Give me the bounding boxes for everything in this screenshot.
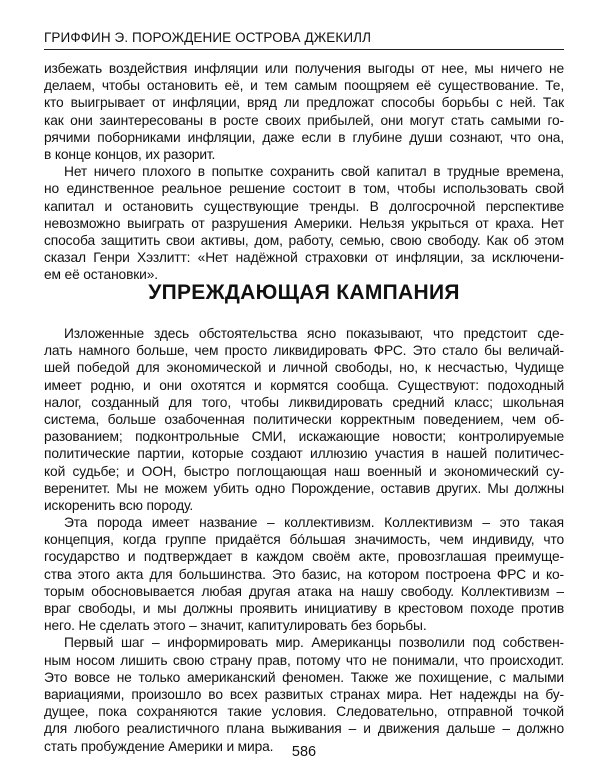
text-line: Первый шаг – информировать мир. Американцы позволили под собствен-: [64, 635, 564, 651]
text-line: шей победой для экономической и личной свободы, но, к несчастью, Чудище: [44, 360, 564, 376]
text-line: имеет родню, и они охотятся и кормятся сообща. Существуют: подоходный: [44, 377, 564, 393]
text-line: ства этого акта для большинства. Это базис, на котором построена ФРС и ко-: [44, 566, 564, 582]
text-line: способа защитить свои активы, дом, работу, семью, свою свободу. Как об этом: [44, 232, 564, 248]
body-text-bottom: [44, 325, 564, 755]
header-rule: [44, 49, 564, 50]
text-line: государство и подтверждает в каждом своём акте, провозглашая преимуще-: [44, 549, 564, 565]
text-line: избежать воздействия инфляции или получения выгоды от нее, мы ничего не: [44, 61, 564, 76]
text-line: разованием; подконтрольные СМИ, искажающие новости; контролируемые: [44, 429, 564, 445]
text-line: система, больше озабоченная политически корректным поведением, чем об-: [44, 411, 564, 427]
text-line: торым обосновывается любая другая атака на нашу свободу. Коллективизм –: [44, 583, 564, 599]
text-line: веренитет. Мы не можем убить одно Порождение, оставив других. Мы должны: [44, 480, 564, 496]
text-line: лать намного больше, чем просто ликвидировать ФРС. Это стало бы величай-: [44, 343, 564, 359]
text-line: враг свободы, и мы должны проявить инициативу в крестовом походе против: [44, 601, 564, 616]
section-heading: УПРЕЖДАЮЩАЯ КАМПАНИЯ: [148, 281, 460, 304]
text-line: ем её остановки».: [44, 267, 158, 283]
text-line: политические партии, которые создают иллюзию участия в нашей политичес-: [44, 446, 564, 462]
text-line: ным носом лишить свою страну прав, потому что не понимали, что происходит.: [44, 652, 564, 668]
text-line: как они заинтересованы в росте своих прибылей, они могут стать самыми го-: [44, 112, 564, 128]
page-number: 586: [291, 744, 317, 760]
text-line: него. Не сделать этого – значит, капитулировать без борьбы.: [44, 618, 427, 634]
text-line: стать пробуждение Америки и мира.: [44, 738, 274, 754]
text-line: в конце концов, их разорит.: [44, 146, 216, 162]
text-line: Это вовсе не только американский феномен. Также же похищение, с малыми: [44, 669, 564, 685]
text-line: Эта порода имеет название – коллективизм. Коллективизм – это такая: [64, 515, 564, 531]
body-text-top: [44, 60, 564, 283]
text-line: налог, созданный для того, чтобы ликвидировать средний класс; школьная: [44, 394, 564, 410]
text-line: делаем, чтобы остановить её, и тем самым поощряем её существование. Те,: [44, 78, 564, 94]
text-line: кто выигрывает от инфляции, вряд ли предложат способы борьбы с ней. Так: [44, 95, 564, 111]
text-line: искоренить всю породу.: [44, 497, 194, 513]
text-line: концепция, когда группе придаётся бóльшая значимость, чем индивиду, что: [44, 532, 564, 548]
text-line: для любого реалистичного плана выживания – и движения дальше – должно: [44, 721, 564, 737]
text-line: сказал Генри Хэзлитт: «Нет надёжной страховки от инфляции, за исключени-: [44, 250, 564, 266]
running-header: ГРИФФИН Э. ПОРОЖДЕНИЕ ОСТРОВА ДЖЕКИЛЛ: [44, 30, 372, 45]
text-line: рячими поборниками инфляции, даже если в глубине души сознают, что она,: [44, 129, 564, 145]
text-line: Нет ничего плохого в попытке сохранить свой капитал в трудные времена,: [64, 164, 564, 180]
text-line: капитал и остановить существующие тренды. В долгосрочной перспективе: [44, 198, 564, 214]
text-line: дущее, пока сохраняются такие условия. Следовательно, отправной точкой: [44, 704, 564, 720]
text-line: кой судьбе; и ООН, быстро поглощающая наш военный и экономический су-: [44, 463, 564, 479]
text-line: но единственное реальное решение состоит в том, чтобы использовать свой: [44, 181, 564, 197]
text-line: невозможно выиграть от разрушения Америки. Нельзя укрыться от краха. Нет: [44, 215, 564, 231]
text-line: Изложенные здесь обстоятельства ясно показывают, что предстоит сде-: [64, 326, 564, 341]
text-line: вариациями, произошло во всех развитых странах мира. Нет надежды на бу-: [44, 686, 564, 702]
